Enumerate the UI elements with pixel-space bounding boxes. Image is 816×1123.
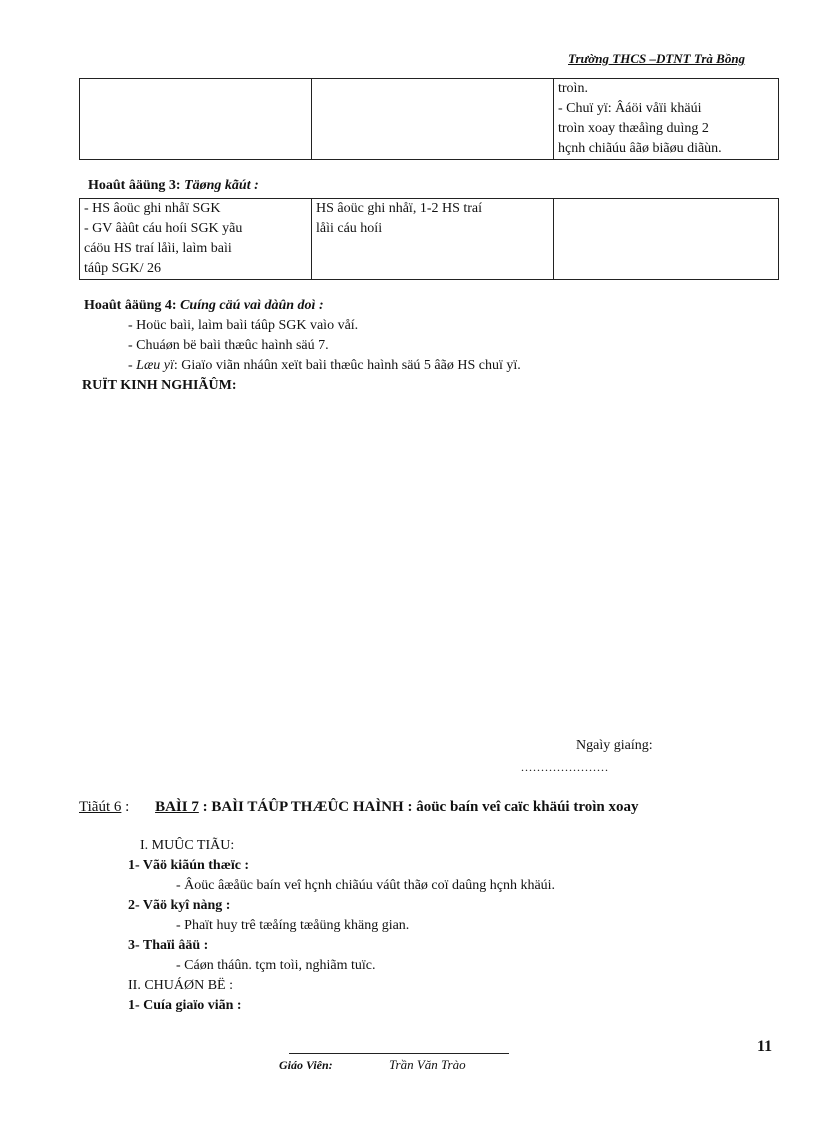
activity4-title: Cuíng cäú vaì dàûn doì :: [180, 298, 324, 313]
footer-teacher-name: Trần Văn Trào: [389, 1057, 466, 1072]
lesson-period-colon: :: [125, 799, 130, 815]
lesson-title: [79, 799, 638, 816]
activity4-note-label: Læu yï: [136, 358, 174, 373]
footer-teacher-label: Giáo Viên:: [279, 1058, 333, 1072]
experience-heading: RUÏT KINH NGHIÃÛM:: [82, 378, 237, 393]
teaching-date-dots: ......................: [521, 760, 609, 774]
skill-text: - Phaït huy trê tæåíng tæåüng khäng gian.: [176, 918, 410, 933]
table1-line: troìn xoay thæåìng duìng 2: [558, 121, 709, 136]
footer-rule: [289, 1053, 509, 1054]
school-header: Trường THCS –DTNT Trà Bồng: [568, 51, 746, 66]
table1-cell-teacher: [80, 79, 312, 160]
lesson-name: BAÌI 7: [155, 799, 199, 815]
activity4-note-text: : Giaïo viãn nháûn xeït baìi thæûc haình säú 5 âãø HS chuï yï.: [173, 358, 521, 373]
activity4-heading: [84, 298, 324, 314]
activity3-student-line: låìi cáu hoíi: [316, 221, 383, 236]
activity3-teacher-cell: [80, 199, 312, 280]
lesson-period: Tiãút 6: [79, 799, 122, 815]
activity3-student-cell: [312, 199, 554, 280]
activity3-teacher-line: táûp SGK/ 26: [84, 261, 161, 276]
attitude-label: 3- Thaïi âäü :: [128, 938, 209, 953]
activity3-teacher-line: - GV âàût cáu hoíi SGK yãu: [84, 221, 243, 236]
attitude-text: - Cáøn tháûn. tçm toìi, nghiãm tuïc.: [176, 958, 376, 973]
objectives-heading: I. MUÛC TIÃU:: [140, 838, 235, 853]
lesson-title-bold: : BAÌI TÁÛP THÆÛC HAÌNH :: [202, 799, 413, 815]
lesson-title-rest: âoüc baín veî caïc khäúi troìn xoay: [416, 799, 639, 815]
teaching-date-label: Ngaìy giaíng:: [576, 738, 653, 753]
activity3-content-cell: [554, 199, 779, 280]
table1-cell-student: [312, 79, 554, 160]
activity3-teacher-line: cáöu HS traí låìi, laìm baìi: [84, 241, 232, 256]
activity3-student-line: HS âoüc ghi nhåï, 1-2 HS traí: [316, 201, 483, 216]
activity4-label: Hoaût âäüng 4:: [84, 298, 177, 313]
table1-cell-content: [554, 79, 779, 160]
table1-line: troìn.: [558, 81, 588, 96]
activity3-heading: [88, 178, 259, 194]
activity3-title: Täøng kãút :: [184, 178, 259, 193]
activity-table-continued: [79, 78, 779, 160]
page-number: 11: [757, 1038, 773, 1055]
activity4-note: - Læu yï: Giaïo viãn nháûn xeït baìi thæûc haình säú 5 âãø HS chuï yï.: [128, 358, 521, 373]
activity4-item: - Hoüc baìi, laìm baìi táûp SGK vaìo våí.: [128, 318, 359, 333]
table1-line: hçnh chiãúu âãø biãøu diãùn.: [558, 141, 722, 156]
knowledge-label: 1- Vãö kiãún thæïc :: [128, 858, 250, 873]
activity3-label: Hoaût âäüng 3:: [88, 178, 181, 193]
activity3-teacher-line: - HS âoüc ghi nhåï SGK: [84, 201, 221, 216]
teacher-preparation-label: 1- Cuía giaïo viãn :: [128, 998, 242, 1013]
skill-label: 2- Vãö kyî nàng :: [128, 898, 231, 913]
activity3-table: [79, 198, 779, 280]
preparation-heading: II. CHUÁØN BË :: [128, 978, 233, 993]
activity4-item: - Chuáøn bë baìi thæûc haình säú 7.: [128, 338, 329, 353]
table1-line: - Chuï yï: Âáöi våïi khäúi: [558, 101, 702, 116]
knowledge-text: - Âoüc âæåüc baín veî hçnh chiãúu váût thãø coï daûng hçnh khäúi.: [176, 878, 556, 893]
